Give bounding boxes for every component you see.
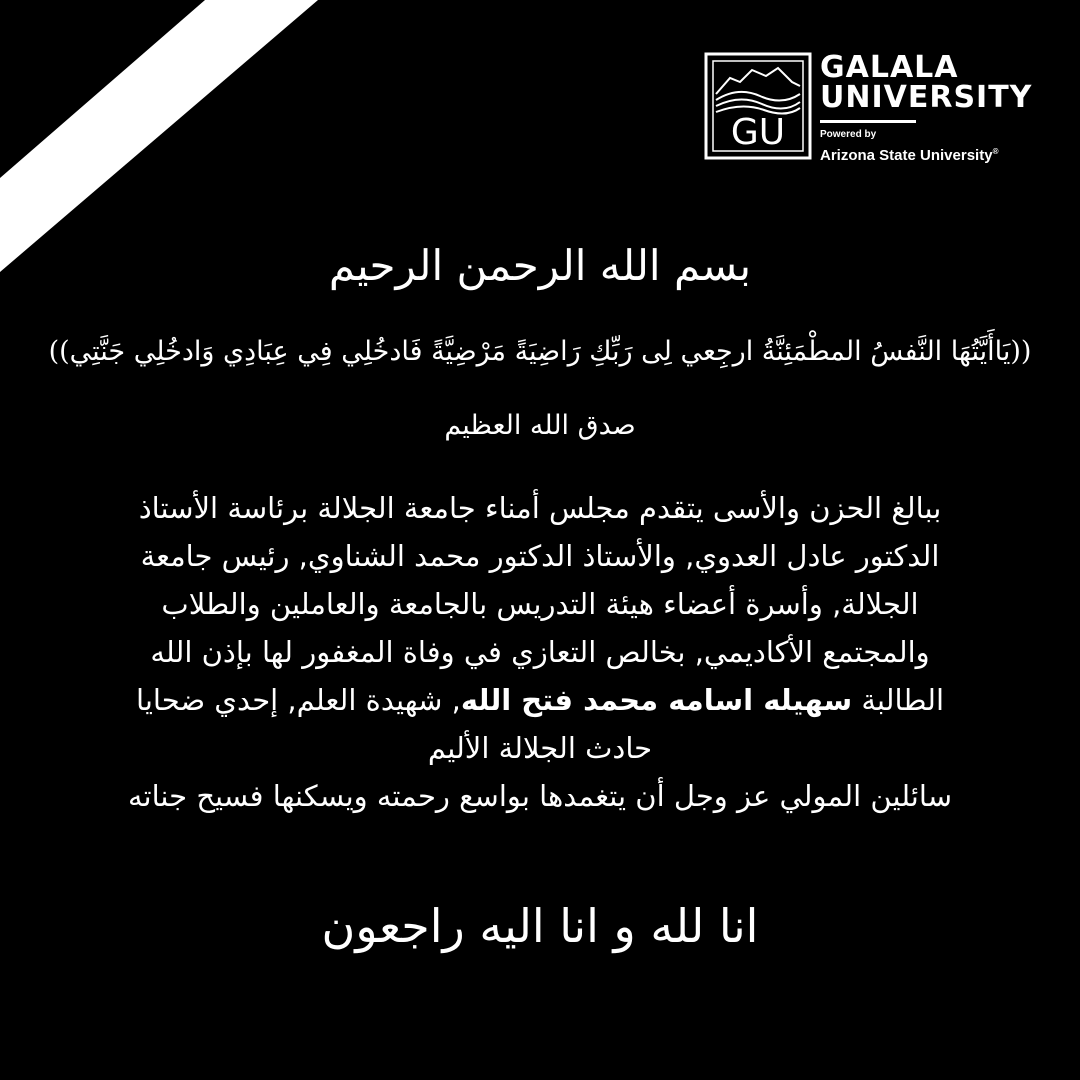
logo-name-line-2: UNIVERSITY [820, 80, 1033, 115]
message-line-7: سائلين المولي عز وجل أن يتغمدها بواسع رحمته ويسكنها فسيح جناته [127, 779, 953, 813]
message-line-5-start: الطالبة [852, 683, 945, 717]
logo-partner-name: Arizona State University [820, 147, 993, 164]
logo-name-line-1: GALALA [820, 50, 959, 85]
verse-closing: صدق الله العظيم [444, 410, 636, 441]
registered-mark: ® [992, 147, 999, 156]
message-line-6: حادث الجلالة الأليم [427, 731, 653, 765]
closing-phrase: انا لله و انا اليه راجعون [321, 899, 759, 953]
logo-powered-by: Powered by [820, 129, 877, 140]
basmala-heading: بسم الله الرحمن الرحيم [328, 241, 752, 290]
mountain-wave-icon [704, 52, 812, 160]
quran-verse: ((يَاأَيَّتُهَا النَّفسُ المطْمَئِنَّةُ ارجِعي لِى رَبِّكِ رَاضِيَةً مَرْضِيَّةً فَادخُلِي فِي عِبَادِي وَادخُلِي جَنَّتِي)) [48, 336, 1032, 367]
logo-mark-text: GU [730, 112, 786, 153]
message-line-2: الدكتور عادل العدوي, والأستاذ الدكتور محمد الشناوي, رئيس جامعة [140, 539, 940, 573]
galala-university-logo [704, 52, 1044, 164]
condolence-message [0, 484, 1080, 820]
message-line-4: والمجتمع الأكاديمي, بخالص التعازي في وفاة المغفور لها بإذن الله [150, 635, 930, 669]
message-line-3: الجلالة, وأسرة أعضاء هيئة التدريس بالجامعة والعاملين والطلاب [161, 587, 919, 621]
deceased-name: سهيله اسامه محمد فتح الله [460, 683, 853, 717]
logo-partner [820, 143, 998, 165]
message-line-5-end: , شهيدة العلم, إحدي ضحايا [135, 683, 461, 717]
logo-divider [820, 120, 916, 123]
message-line-5 [0, 676, 1080, 724]
message-line-1: ببالغ الحزن والأسى يتقدم مجلس أمناء جامعة الجلالة برئاسة الأستاذ [138, 491, 942, 525]
